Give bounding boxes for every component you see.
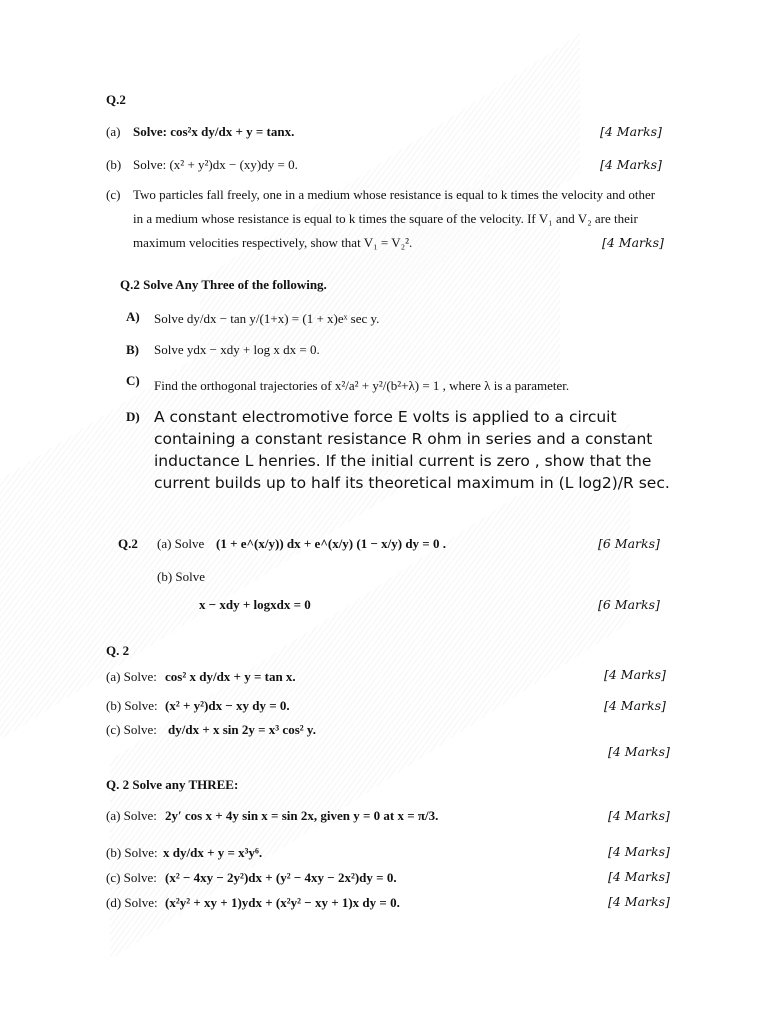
marks-label: [4 Marks] [602,235,664,250]
marks-label: [4 Marks] [604,667,666,682]
marks-label: [4 Marks] [608,894,670,909]
question-text: Solve: (x² + y²)dx − (xy)dy = 0. [133,157,298,172]
marks-label: [4 Marks] [600,124,662,139]
long-question-text [154,406,674,494]
q-label: (d) Solve: [106,895,158,910]
question-text: (x² − 4xy − 2y²)dx + (y² − 4xy − 2x²)dy = 0. [165,870,397,885]
q2-heading-2: Q.2 Solve Any Three of the following. [120,277,327,292]
q-label: (a) Solve: [106,808,157,823]
marks-label: [4 Marks] [608,808,670,823]
q-label: C) [126,373,140,388]
q-label: B) [126,342,139,357]
question-text-line: inductance L henries. If the initial current is zero , show that the [154,452,652,470]
question-text: (x² + y²)dx − xy dy = 0. [165,698,290,713]
question-text: x − xdy + logxdx = 0 [199,597,311,612]
question-text-line: A constant electromotive force E volts is applied to a circuit [154,408,617,426]
marks-label: [6 Marks] [598,597,660,612]
q-label: (c) Solve: [106,870,157,885]
q-label: D) [126,409,140,424]
question-text: Find the orthogonal trajectories of x²/a² + y²/(b²+λ) = 1 , where λ is a parameter. [154,378,570,393]
marks-label: [4 Marks] [604,698,666,713]
question-text: cos² x dy/dx + y = tan x. [165,669,296,684]
question-text-line: maximum velocities respectively, show that V₁ = V₂². [133,235,413,250]
marks-label: [4 Marks] [608,869,670,884]
q-label: (b) Solve: [106,845,158,860]
q2-heading-4: Q. 2 [106,643,130,658]
question-text: dy/dx + x sin 2y = x³ cos² y. [168,722,316,737]
q-label: (a) Solve [157,536,205,551]
q-label: (a) [106,124,121,139]
q-label: (b) Solve: [106,698,158,713]
question-text-line: in a medium whose resistance is equal to k times the square of the velocity. If V₁ and V₂ are their [133,211,638,226]
question-text: x dy/dx + y = x³y⁶. [163,845,263,860]
question-text-line: current builds up to half its theoretical maximum in (L log2)/R sec. [154,474,670,492]
q-label: (b) Solve [157,569,206,584]
question-text: 2y′ cos x + 4y sin x = sin 2x, given y = 0 at x = π/3. [165,808,439,823]
question-text-line: containing a constant resistance R ohm in series and a constant [154,430,653,448]
q2-heading-5: Q. 2 Solve any THREE: [106,777,239,792]
marks-label: [6 Marks] [598,536,660,551]
question-text: (1 + e^(x/y)) dx + e^(x/y) (1 − x/y) dy = 0 . [216,536,446,551]
q2-heading-1: Q.2 [106,92,126,107]
question-text: Solve dy/dx − tan y/(1+x) = (1 + x)eˣ sec y. [154,311,380,326]
question-text: (x²y² + xy + 1)ydx + (x²y² − xy + 1)x dy = 0. [165,895,400,910]
marks-label: [4 Marks] [608,844,670,859]
q-label: (b) [106,157,122,172]
question-text-line: Two particles fall freely, one in a medium whose resistance is equal to k times the velocity and other [133,187,656,202]
q2-heading-3: Q.2 [118,536,138,551]
question-text: Solve: cos²x dy/dx + y = tanx. [133,124,295,139]
q-label: (a) Solve: [106,669,157,684]
q-label: (c) [106,187,121,202]
marks-label: [4 Marks] [600,157,662,172]
question-text: Solve ydx − xdy + log x dx = 0. [154,342,320,357]
q-label: A) [126,309,140,324]
q-label: (c) Solve: [106,722,157,737]
marks-label: [4 Marks] [608,744,670,759]
